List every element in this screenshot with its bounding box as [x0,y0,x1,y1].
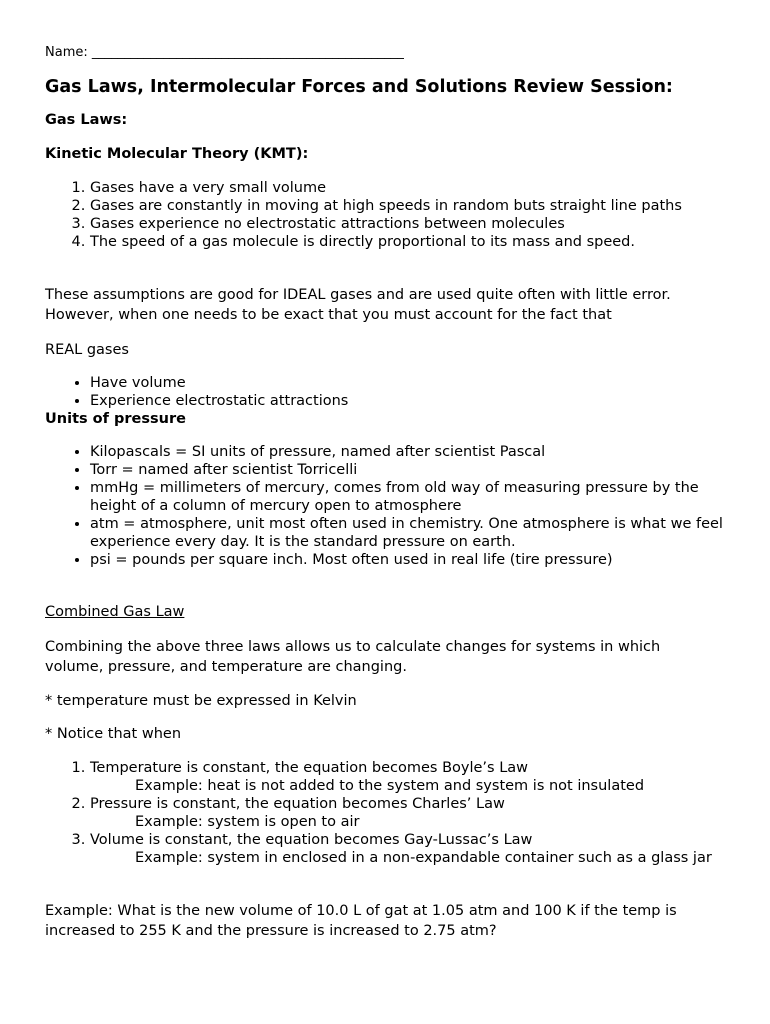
law-text: Volume is constant, the equation becomes Gay-Lussac’s Law [90,832,533,848]
example-line: Example: What is the new volume of 10.0 L of gat at 1.05 atm and 100 K if the temp is [45,903,677,919]
kelvin-note: * temperature must be expressed in Kelvin [45,693,357,709]
list-item: 2. Gases are constantly in moving at high speeds in random buts straight line paths [90,197,735,215]
list-item: • atm = atmosphere, unit most often used in chemistry. One atmosphere is what we feel experience every day. It is the standard pressure on earth. [90,515,735,551]
list-item: • psi = pounds per square inch. Most often used in real life (tire pressure) [90,551,735,569]
list-item: 3. Gases experience no electrostatic attractions between molecules [90,215,735,233]
units-heading: Units of pressure [45,411,186,427]
document-page [45,44,735,941]
law-text: Temperature is constant, the equation becomes Boyle’s Law [90,760,529,776]
list-item: 4. The speed of a gas molecule is directly proportional to its mass and speed. [90,233,735,251]
list-item: • mmHg = millimeters of mercury, comes from old way of measuring pressure by the height of a column of mercury open to atmosphere [90,479,735,515]
list-item: • Kilopascals = SI units of pressure, named after scientist Pascal [90,443,735,461]
units-list [45,443,735,569]
notice-note: * Notice that when [45,726,182,742]
combined-line: volume, pressure, and temperature are changing. [45,659,407,675]
example-line: increased to 255 K and the pressure is increased to 2.75 atm? [45,923,497,939]
name-line: Name: ________________________________________________ [45,45,404,60]
assumptions-line: However, when one needs to be exact that you must account for the fact that [45,307,612,323]
law-example: Example: heat is not added to the system and system is not insulated [135,778,645,794]
list-item [90,831,735,867]
list-item: • Have volume [90,374,735,392]
assumptions-line: These assumptions are good for IDEAL gases and are used quite often with little error. [45,287,671,303]
kmt-list [45,179,735,251]
law-example: Example: system in enclosed in a non-expandable container such as a glass jar [135,850,712,866]
law-text: Pressure is constant, the equation becomes Charles’ Law [90,796,505,812]
law-example: Example: system is open to air [135,814,360,830]
combined-paragraph [45,637,735,677]
real-gases-list [45,374,735,410]
list-item: • Torr = named after scientist Torricelli [90,461,735,479]
list-item: • Experience electrostatic attractions [90,392,735,410]
combined-gas-law-heading: Combined Gas Law [45,604,185,620]
list-item [90,759,735,795]
list-item [90,795,735,831]
assumptions-paragraph [45,285,735,325]
page-title: Gas Laws, Intermolecular Forces and Solutions Review Session: [45,77,673,97]
example-problem [45,901,735,941]
combined-line: Combining the above three laws allows us to calculate changes for systems in which [45,639,661,655]
list-item: 1. Gases have a very small volume [90,179,735,197]
kmt-heading: Kinetic Molecular Theory (KMT): [45,146,309,162]
section-gas-laws: Gas Laws: [45,112,128,128]
real-gases-label: REAL gases [45,342,129,358]
combined-list [45,759,735,867]
